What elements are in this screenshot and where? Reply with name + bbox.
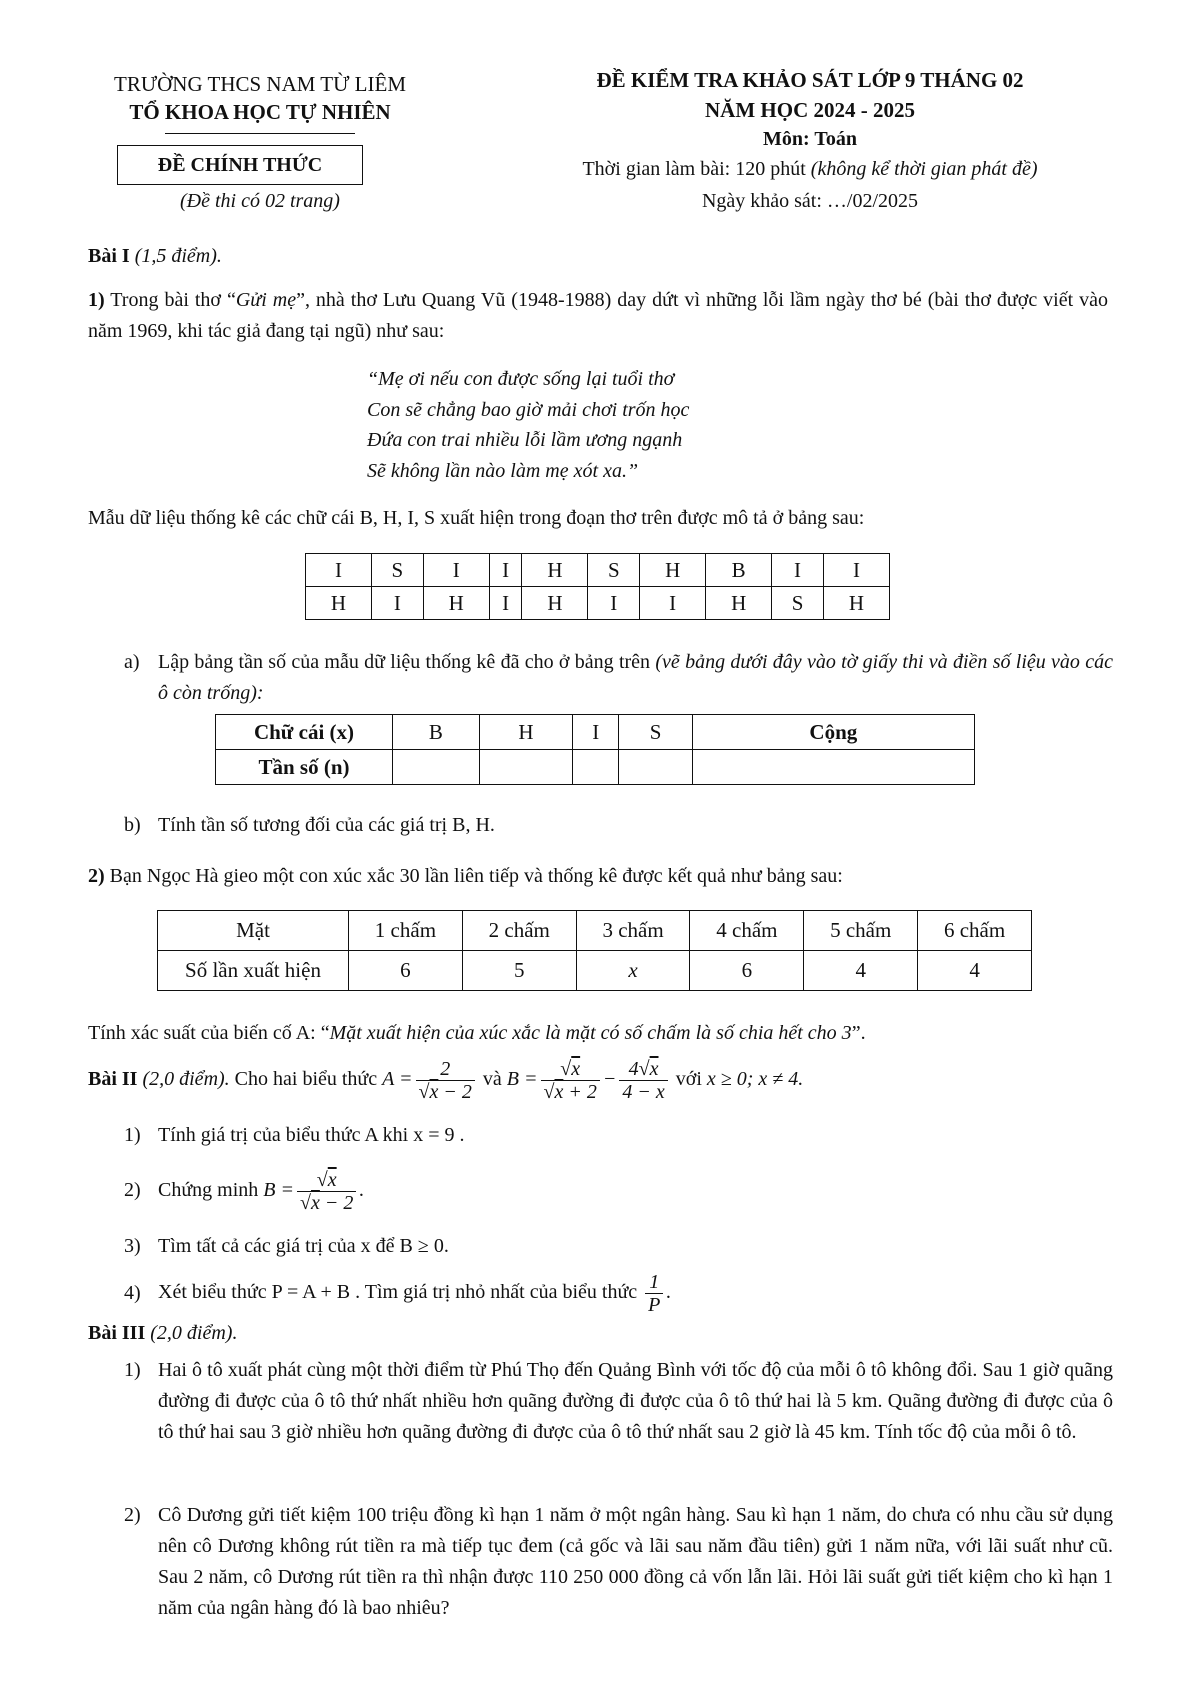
letter-cell: B — [706, 554, 772, 587]
time-note: (không kể thời gian phát đề) — [810, 158, 1038, 180]
bai2-title: Bài II — [88, 1068, 138, 1091]
letter-cell: I — [306, 554, 372, 587]
letter-cell: I — [823, 554, 889, 587]
bai1-points: (1,5 điểm). — [134, 245, 222, 267]
dice-header-cell: 4 chấm — [690, 911, 804, 951]
poem-line: Đứa con trai nhiều lỗi lầm ương ngạnh — [367, 429, 683, 451]
department-name: TỔ KHOA HỌC TỰ NHIÊN — [129, 100, 391, 124]
exam-date: Ngày khảo sát: …/02/2025 — [701, 190, 919, 212]
qb-label: b) — [124, 814, 141, 836]
official-label: ĐỀ CHÍNH THỨC — [117, 145, 363, 185]
letter-cell: H — [522, 587, 588, 620]
letters-table — [305, 553, 890, 620]
poem — [367, 364, 689, 486]
freq-header-cell: B — [393, 715, 480, 750]
item-4-body — [158, 1262, 671, 1322]
data-intro: Mẫu dữ liệu thống kê các chữ cái B, H, I, S xuất hiện trong đoạn thơ trên được mô tả ở bảng sau: — [88, 507, 865, 529]
letter-cell: I — [372, 587, 424, 620]
expr-1-over-p: $\frac{1}{P}$ . — [642, 1281, 671, 1303]
prob-event: Mặt xuất hiện của xúc xắc là mặt có số chấm là số chia hết cho 3 — [329, 1022, 852, 1044]
bai1-q2 — [88, 861, 1108, 892]
dice-cell: 4 — [918, 951, 1032, 991]
freq-header-cell: Chữ cái (x) — [216, 715, 393, 750]
bai1-q1-num: 1) — [88, 289, 105, 311]
bai3-q2-text: Cô Dương gửi tiết kiệm 100 triệu đồng kì hạn 1 năm ở một ngân hàng. Sau kì hạn 1 năm, do chưa có nhu cầu sử dụng nên cô Dương không rút tiền ra mà tiếp tục đem (cả gốc và lãi sau năm đầu tiên) gửi 1 năm nữa, với lãi suất như cũ. Sau 2 năm, cô Dương rút tiền ra thì nhận được 110 250 000 đồng cả vốn lẫn lãi. Hỏi lãi suất gửi tiết kiệm cho kì hạn 1 năm của ngân hàng đó là bao nhiêu? — [158, 1504, 1113, 1619]
dice-header-cell: 1 chấm — [349, 911, 463, 951]
bai1-q1 — [88, 285, 1108, 347]
letter-cell: H — [423, 587, 489, 620]
qa-note: (vẽ bảng dưới đây vào tờ giấy thi và điền số liệu vào các ô còn trống): — [158, 651, 1113, 704]
bai2-intro-text: Cho hai biểu thức — [234, 1068, 378, 1091]
condition: x ≥ 0; x ≠ 4. — [706, 1068, 804, 1091]
item-num: 1) — [124, 1124, 141, 1146]
bai3-title: Bài III — [88, 1322, 146, 1344]
letter-cell: I — [489, 554, 522, 587]
poem-line: “Mẹ ơi nếu con được sống lại tuổi thơ — [367, 368, 675, 390]
bai3-q1-text: Hai ô tô xuất phát cùng một thời điểm từ Phú Thọ đến Quảng Bình với tốc độ của mỗi ô tô không đổi. Sau 1 giờ quãng đường đi được của ô tô thứ nhất nhiều hơn quãng đường đi được của ô tô thứ hai là 5 km. Quãng đường đi được của ô tô thứ hai sau 3 giờ nhiều hơn quãng đường đi được của ô tô thứ nhất sau 2 giờ là 45 km. Tính tốc độ của mỗi ô tô. — [158, 1359, 1113, 1443]
dice-header-cell: 6 chấm — [918, 911, 1032, 951]
freq-header-cell: I — [573, 715, 619, 750]
freq-empty-cell — [619, 750, 692, 785]
prob-text-a: Tính xác suất của biến cố A: “ — [88, 1022, 330, 1044]
freq-header-cell: H — [479, 715, 572, 750]
dice-cell: 4 — [804, 951, 918, 991]
item-text: Tìm tất cả các giá trị của x để B ≥ 0. — [158, 1235, 449, 1257]
poem-name: Gửi mẹ — [235, 289, 297, 311]
letter-cell: S — [772, 587, 824, 620]
dice-cell: 6 — [349, 951, 463, 991]
item-text: Chứng minh — [158, 1179, 259, 1201]
frequency-table — [215, 714, 975, 785]
bai1-q2-text: Bạn Ngọc Hà gieo một con xúc xắc 30 lần liên tiếp và thống kê được kết quả như bảng sau: — [109, 865, 843, 887]
letter-cell: H — [706, 587, 772, 620]
bai1-q1-text-b: ”, nhà thơ Lưu Quang Vũ (1948-1988) day dứt vì những lỗi lầm ngày thơ bé (bài thơ được viết vào năm 1969, khi tác giả đang tại ngũ) như sau: — [88, 289, 1109, 342]
bai2-intro — [88, 1058, 803, 1103]
subject: Môn: Toán — [763, 128, 857, 150]
expr-b-proof: B = $\frac{√x}{√x - 2}$ . — [263, 1168, 365, 1214]
item-num: 4) — [124, 1282, 141, 1304]
expr-a: A = $\frac{2}{√x - 2}$ — [382, 1068, 478, 1090]
qb-text: Tính tần số tương đối của các giá trị B, H. — [158, 814, 495, 836]
poem-line: Sẽ không lần nào làm mẹ xót xa.” — [367, 459, 639, 482]
time-label: Thời gian làm bài: 120 phút — [582, 158, 806, 180]
freq-row-label: Tần số (n) — [216, 750, 393, 785]
qa-text: Lập bảng tần số của mẫu dữ liệu thống kê đã cho ở bảng trên — [158, 651, 651, 673]
letters-row — [306, 554, 890, 587]
freq-empty-cell — [393, 750, 480, 785]
bai3-q2-num: 2) — [124, 1504, 141, 1526]
freq-header-cell: Cộng — [692, 715, 974, 750]
bai1-heading — [88, 245, 222, 268]
bai1-qa-body — [158, 647, 1113, 709]
probability-question — [88, 1022, 866, 1045]
school-year: NĂM HỌC 2024 - 2025 — [705, 98, 915, 122]
poem-line: Con sẽ chẳng bao giờ mải chơi trốn học — [367, 398, 690, 421]
dice-cell: 5 — [462, 951, 576, 991]
dice-table — [157, 910, 1032, 991]
prob-text-b: ”. — [851, 1022, 866, 1044]
bai3-heading — [88, 1322, 237, 1345]
letter-cell: H — [306, 587, 372, 620]
letter-cell: H — [823, 587, 889, 620]
freq-empty-cell — [479, 750, 572, 785]
pages-note: (Đề thi có 02 trang) — [180, 190, 340, 212]
dice-value-row — [158, 951, 1032, 991]
expr-b: B = $\frac{√x}{√x + 2}$ − $\frac{4√x}{4 - x}$ — [507, 1068, 671, 1090]
letter-cell: S — [372, 554, 424, 587]
freq-header-cell: S — [619, 715, 692, 750]
bai3-points: (2,0 điểm). — [150, 1322, 238, 1344]
letter-cell: I — [640, 587, 706, 620]
dice-cell: 6 — [690, 951, 804, 991]
item-text: Tính giá trị của biểu thức A khi x = 9 . — [158, 1124, 465, 1146]
freq-value-row — [216, 750, 975, 785]
dice-header-row — [158, 911, 1032, 951]
school-name: TRƯỜNG THCS NAM TỪ LIÊM — [114, 72, 406, 96]
dice-header-cell: 3 chấm — [576, 911, 690, 951]
bai1-q2-num: 2) — [88, 865, 105, 887]
bai3-q1-num: 1) — [124, 1359, 141, 1381]
letters-row — [306, 587, 890, 620]
time-info — [490, 158, 1130, 181]
item-2-body — [158, 1160, 364, 1220]
qa-label: a) — [124, 651, 140, 673]
freq-header-row — [216, 715, 975, 750]
dice-cell: x — [576, 951, 690, 991]
letter-cell: I — [423, 554, 489, 587]
bai2-points: (2,0 điểm). — [142, 1068, 230, 1091]
letter-cell: H — [640, 554, 706, 587]
letter-cell: I — [772, 554, 824, 587]
item-text: Xét biểu thức P = A + B . Tìm giá trị nhỏ nhất của biểu thức — [158, 1281, 638, 1303]
freq-empty-cell — [573, 750, 619, 785]
header-underline — [165, 133, 355, 134]
letter-cell: S — [588, 554, 640, 587]
dice-header-cell: 5 chấm — [804, 911, 918, 951]
dice-header-cell: Mặt — [158, 911, 349, 951]
exam-title: ĐỀ KIỂM TRA KHẢO SÁT LỚP 9 THÁNG 02 — [596, 68, 1024, 92]
bai1-title: Bài I — [88, 245, 130, 267]
letter-cell: I — [489, 587, 522, 620]
letter-cell: H — [522, 554, 588, 587]
dice-header-cell: 2 chấm — [462, 911, 576, 951]
freq-empty-cell — [692, 750, 974, 785]
item-num: 3) — [124, 1235, 141, 1257]
letter-cell: I — [588, 587, 640, 620]
bai1-q1-text-a: Trong bài thơ “ — [110, 289, 236, 311]
item-num: 2) — [124, 1179, 141, 1201]
cond-pre: với — [675, 1068, 702, 1091]
dice-row-label: Số lần xuất hiện — [158, 951, 349, 991]
and-word: và — [482, 1068, 502, 1091]
